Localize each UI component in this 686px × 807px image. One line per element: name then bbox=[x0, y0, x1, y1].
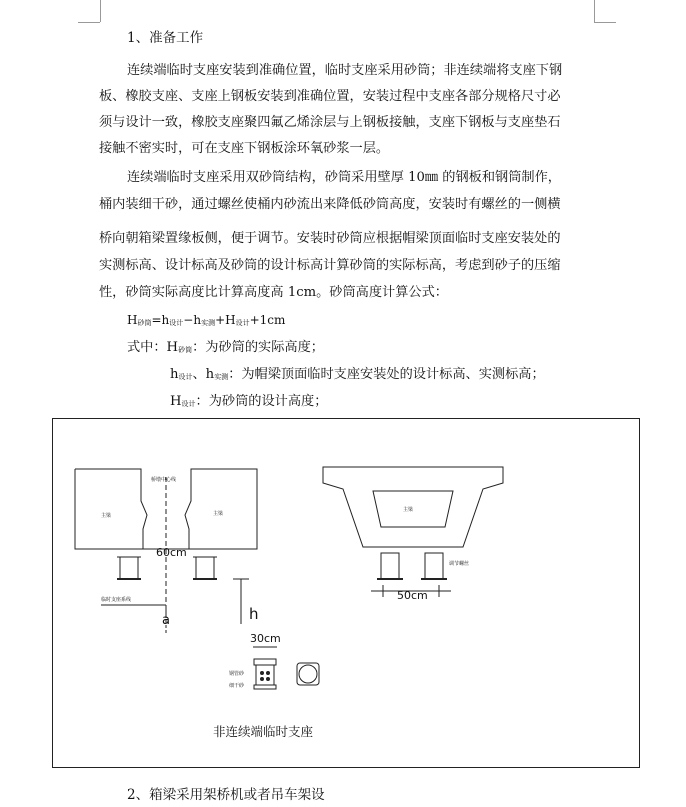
detail-plan-square bbox=[297, 663, 319, 685]
sand-cylinder-box-left bbox=[381, 553, 399, 579]
label-adjust-bolt: 调节螺丝 bbox=[449, 561, 470, 567]
support-diagram bbox=[53, 419, 641, 769]
paragraph-line: 接触不密实时，可在支座下钢板涂环氧砂浆一层。 bbox=[99, 141, 390, 156]
detail-plan-circle bbox=[299, 665, 317, 683]
formula: $H_{砂筒}=h_{设计}-h_{实测}+H_{设计}+1cm$ bbox=[127, 313, 286, 327]
label-dim-50: 50cm bbox=[397, 589, 428, 602]
label-steel-plate: 钢管砂 bbox=[229, 671, 245, 677]
page-corner-mark bbox=[78, 22, 100, 23]
sand-cylinder-box-right bbox=[425, 553, 443, 579]
paragraph-line: 桶内装细干砂，通过螺丝使桶内砂流出来降低砂筒高度，安装时有螺丝的一侧横 bbox=[99, 197, 561, 212]
definition-line: 式中：$H_{砂筒}$：为砂筒的实际高度； bbox=[127, 340, 324, 355]
section-heading-1: 1、准备工作 bbox=[127, 30, 204, 46]
label-a: a bbox=[162, 613, 170, 628]
paragraph-line: 连续端临时支座采用双砂筒结构，砂筒采用壁厚 10㎜ 的钢板和钢筒制作， bbox=[127, 170, 561, 185]
label-dim-30: 30cm bbox=[250, 632, 281, 645]
definition-line: $H_{设计}$：为砂筒的设计高度； bbox=[170, 394, 328, 409]
paragraph-line: 须与设计一致，橡胶支座聚四氟乙烯涂层与上钢板接触，支座下钢板与支座垫石 bbox=[99, 115, 561, 130]
label-main-beam-right: 主梁 bbox=[213, 511, 224, 517]
page-corner-mark bbox=[594, 0, 595, 22]
page-corner-mark bbox=[594, 22, 616, 23]
support-diagram-figure bbox=[52, 418, 640, 768]
label-dim-60: 60cm bbox=[156, 546, 187, 559]
label-pier-center: 桥墩中心线 bbox=[151, 477, 177, 483]
definition-line: $h_{设计}$、$h_{实测}$：为帽梁顶面临时支座安装处的设计标高、实测标高； bbox=[170, 367, 545, 382]
sand-cylinder-left bbox=[120, 557, 138, 579]
label-fine-sand: 细干砂 bbox=[229, 683, 245, 689]
detail-bottom-plate bbox=[254, 685, 276, 689]
paragraph-line: 连续端临时支座安装到准确位置，临时支座采用砂筒；非连续端将支座下钢 bbox=[127, 63, 563, 78]
label-main-beam-left: 主梁 bbox=[101, 513, 112, 519]
paragraph-line: 桥向朝箱梁置缘板侧，便于调节。安装时砂筒应根据帽梁顶面临时支座安装处的 bbox=[99, 231, 561, 246]
label-temp-support-line: 临时支座系线 bbox=[101, 597, 132, 603]
detail-top-plate bbox=[254, 659, 276, 665]
label-h: h bbox=[249, 605, 259, 623]
left-main-beam bbox=[75, 469, 147, 549]
paragraph-line: 板、橡胶支座、支座上钢板安装到准确位置，安装过程中支座各部分规格尺寸必 bbox=[99, 89, 561, 104]
page-corner-mark bbox=[100, 0, 101, 22]
label-main-beam-box: 主梁 bbox=[403, 507, 414, 513]
figure-caption: 非连续端临时支座 bbox=[213, 724, 314, 739]
detail-cylinder bbox=[256, 665, 274, 685]
paragraph-line: 性，砂筒实际高度比计算高度高 1cm。砂筒高度计算公式： bbox=[99, 285, 448, 300]
right-main-beam bbox=[185, 469, 257, 549]
sand-cylinder-right bbox=[196, 557, 214, 579]
section-heading-2: 2、箱梁采用架桥机或者吊车架设 bbox=[127, 787, 325, 803]
paragraph-line: 实测标高、设计标高及砂筒的设计标高计算砂筒的实际标高，考虑到砂子的压缩 bbox=[99, 258, 561, 273]
